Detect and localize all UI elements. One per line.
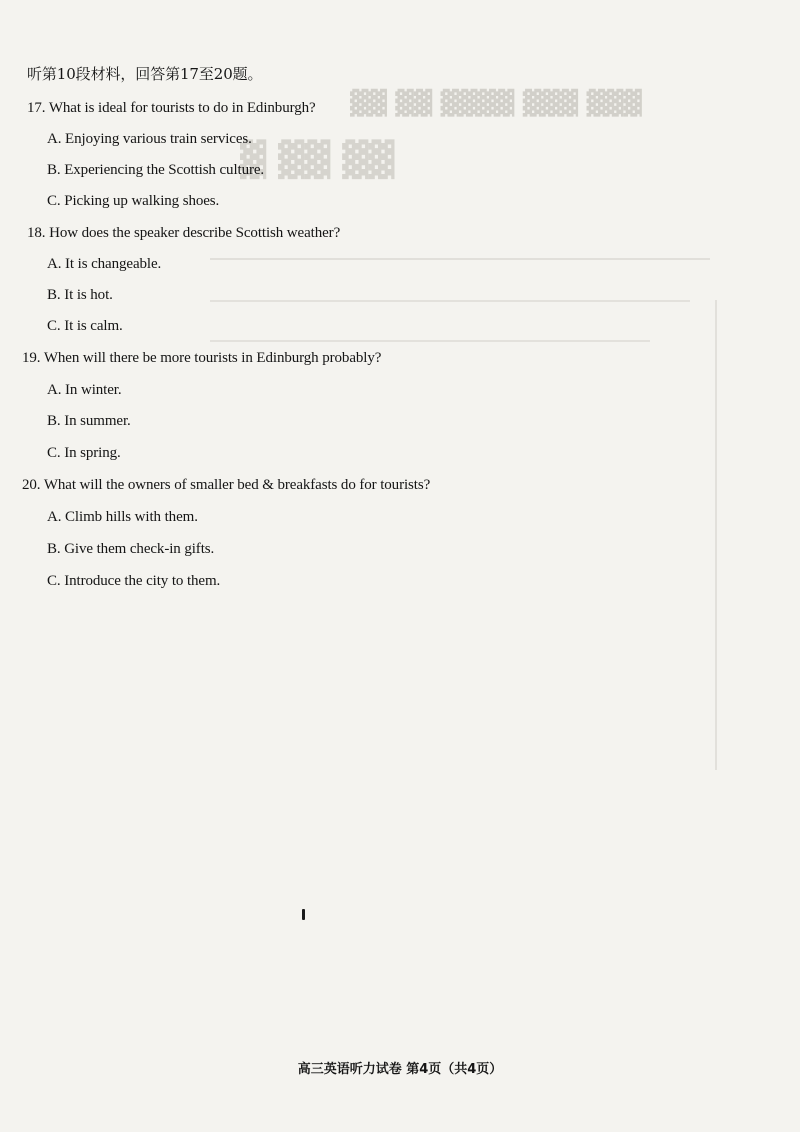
- bleed-through-line: [210, 258, 710, 260]
- question-20-option-a: A. Climb hills with them.: [47, 509, 198, 525]
- question-19-option-c: C. In spring.: [47, 445, 121, 461]
- question-18-stem: 18. How does the speaker describe Scottish weather?: [27, 225, 341, 241]
- question-20-option-c: C. Introduce the city to them.: [47, 573, 221, 589]
- question-19-stem: 19. When will there be more tourists in Edinburgh probably?: [22, 350, 382, 366]
- question-18-option-b: B. It is hot.: [47, 287, 113, 303]
- question-19-option-b: B. In summer.: [47, 413, 131, 429]
- footer-text: 高三英语听力试卷 第4页（共4页）: [297, 1062, 503, 1077]
- question-19-option-a: A. In winter.: [47, 382, 122, 398]
- question-18-option-a: A. It is changeable.: [47, 256, 162, 272]
- bleed-through-heading: ▓▓ ▓▓ ▓▓▓▓ ▓▓▓ ▓▓▓: [350, 88, 642, 117]
- page-footer: [0, 1058, 800, 1078]
- ink-mark: [302, 909, 305, 920]
- bleed-through-line: [210, 340, 650, 342]
- bleed-through-title: ▓ ▓▓ ▓▓: [240, 140, 395, 180]
- question-17-option-b: B. Experiencing the Scottish culture.: [47, 162, 265, 178]
- question-18-option-c: C. It is calm.: [47, 318, 123, 334]
- question-20-option-b: B. Give them check-in gifts.: [47, 541, 215, 557]
- question-17-option-c: C. Picking up walking shoes.: [47, 193, 220, 209]
- section-instruction: 听第10段材料，回答第17至20题。: [27, 65, 263, 83]
- question-17-stem: 17. What is ideal for tourists to do in Edinburgh?: [27, 100, 316, 116]
- bleed-through-line: [210, 300, 690, 302]
- bleed-through-rule: [715, 300, 717, 770]
- question-20-stem: 20. What will the owners of smaller bed & breakfasts do for tourists?: [22, 477, 431, 493]
- question-17-option-a: A. Enjoying various train services.: [47, 131, 252, 147]
